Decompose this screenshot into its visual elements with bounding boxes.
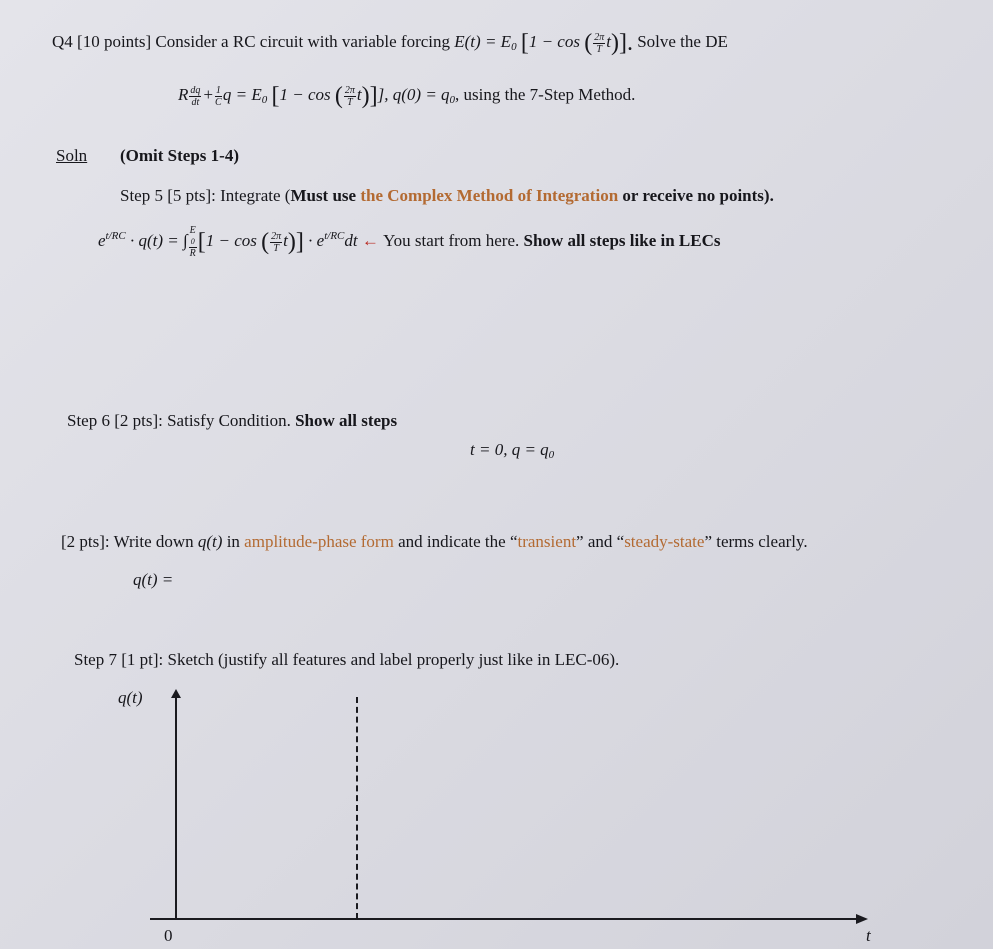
question-header bbox=[52, 29, 728, 58]
sketch-origin: 0 bbox=[164, 926, 173, 945]
step6-title: Step 6 [2 pts]: Satisfy Condition. Show all steps bbox=[67, 411, 398, 430]
question-text: Consider a RC circuit with variable forcing bbox=[155, 32, 451, 51]
step5-title: Step 5 [5 pts]: Integrate (Must use the Complex Method of Integration or receive no points). bbox=[120, 186, 774, 205]
x-axis-arrowhead bbox=[856, 914, 868, 924]
solve-text: Solve the DE bbox=[637, 32, 728, 51]
dashed-guide-line bbox=[356, 697, 358, 919]
soln-label: Soln bbox=[56, 146, 88, 165]
question-number: Q4 bbox=[52, 32, 73, 51]
y-axis bbox=[175, 697, 177, 919]
sketch-y-label: q(t) bbox=[118, 688, 143, 707]
step7-title: Step 7 [1 pt]: Sketch (justify all features and label properly just like in LEC-06). bbox=[74, 650, 620, 669]
step5-equation: $e^{t/RC} \cdot q(t)$ = ∫ E 0 R [1 − cos ( $\frac{2\pi}{T}$ $t)] \cdot e^{t/RC}dt$ ← You start from here. Show all steps like in LECs bbox=[98, 225, 721, 259]
question-points: [10 points] bbox=[77, 32, 152, 51]
left-arrow-icon: ← bbox=[361, 230, 379, 250]
amplitude-phase-instruction: [2 pts]: Write down q(t) in amplitude-phase form and indicate the “transient” and “steady-state” terms clearly. bbox=[61, 532, 808, 551]
initial-condition: t = 0, $q = q_0$ bbox=[470, 440, 555, 461]
qt-answer-label: q(t) = bbox=[133, 570, 174, 589]
differential-equation: R $\frac{dq}{dt}$ + $\frac{1}{C}$ $q = E_0$ [1 − cos ( $\frac{2\pi}{T}$ t)]], $q(0) = q_0$, using the 7-Step Method. bbox=[178, 83, 636, 109]
omit-steps: (Omit Steps 1-4) bbox=[120, 146, 239, 165]
sketch-x-label: t bbox=[866, 926, 871, 945]
forcing-function: $E(t) = E_0$ [1 − cos ( $\frac{2\pi}{T}$ t)]. bbox=[454, 30, 633, 56]
x-axis bbox=[150, 918, 858, 920]
